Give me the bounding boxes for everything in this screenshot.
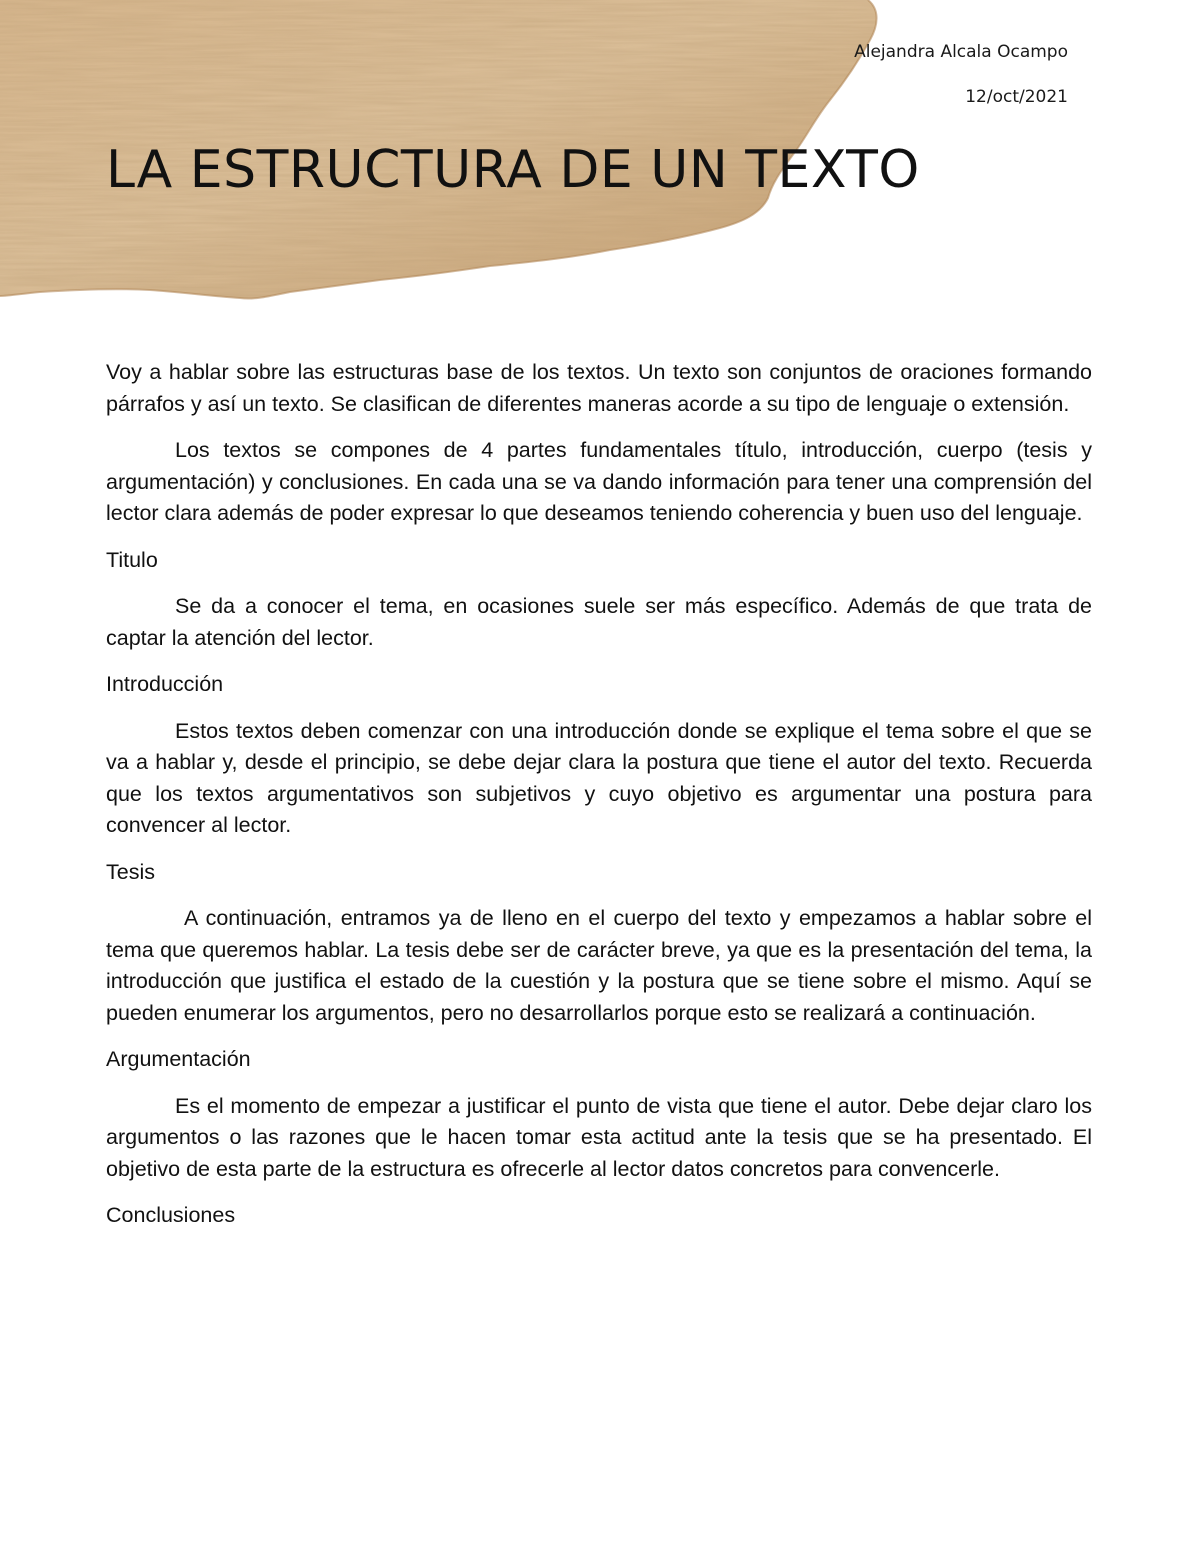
section-heading-tesis: Tesis [106, 859, 155, 884]
section-heading-argumentacion: Argumentación [106, 1047, 251, 1071]
section-text-argumentacion: Es el momento de empezar a justificar el punto de vista que tiene el autor. Debe dejar claro los argumentos o las razones que le hacen tomar esta actitud ante la tesis que se ha presentado. El objetivo de esta parte de la estructura es ofrecerle al lector datos concretos para convencerle. [106, 1093, 1092, 1181]
author-name: Alejandra Alcala Ocampo [854, 42, 1068, 62]
document-date: 12/oct/2021 [965, 87, 1068, 107]
section-heading-titulo: Titulo [106, 547, 158, 572]
document-title: LA ESTRUCTURA DE UN TEXTO [106, 140, 920, 200]
document-body [106, 357, 1092, 1247]
intro-paragraph: Voy a hablar sobre las estructuras base de los textos. Un texto son conjuntos de oraciones formando párrafos y así un texto. Se clasifican de diferentes maneras acorde a su tipo de lenguaje o extensión. [106, 360, 1092, 416]
section-text-tesis: A continuación, entramos ya de lleno en el cuerpo del texto y empezamos a hablar sobre el tema que queremos hablar. La tesis debe ser de carácter breve, ya que es la presentación del tema, la introducción que justifica el estado de la cuestión y la postura que se tiene sobre el mismo. Aquí se pueden enumerar los argumentos, pero no desarrollarlos porque esto se realizará a continuación. [106, 906, 1092, 1025]
parts-paragraph: Los textos se compones de 4 partes fundamentales título, introducción, cuerpo (tesis y argumentación) y conclusiones. En cada una se va dando información para tener una comprensión del lector clara además de poder expresar lo que deseamos teniendo coherencia y buen uso del lenguaje. [106, 438, 1092, 525]
section-text-titulo: Se da a conocer el tema, en ocasiones suele ser más específico. Además de que trata de captar la atención del lector. [106, 594, 1092, 650]
section-text-introduccion: Estos textos deben comenzar con una introducción donde se explique el tema sobre el que se va a hablar y, desde el principio, se debe dejar clara la postura que tiene el autor del texto. Recuerda que los textos argumentativos son subjetivos y cuyo objetivo es argumentar una postura para convencer al lector. [106, 718, 1092, 837]
section-heading-introduccion: Introducción [106, 672, 224, 696]
section-heading-conclusiones: Conclusiones [106, 1203, 236, 1227]
